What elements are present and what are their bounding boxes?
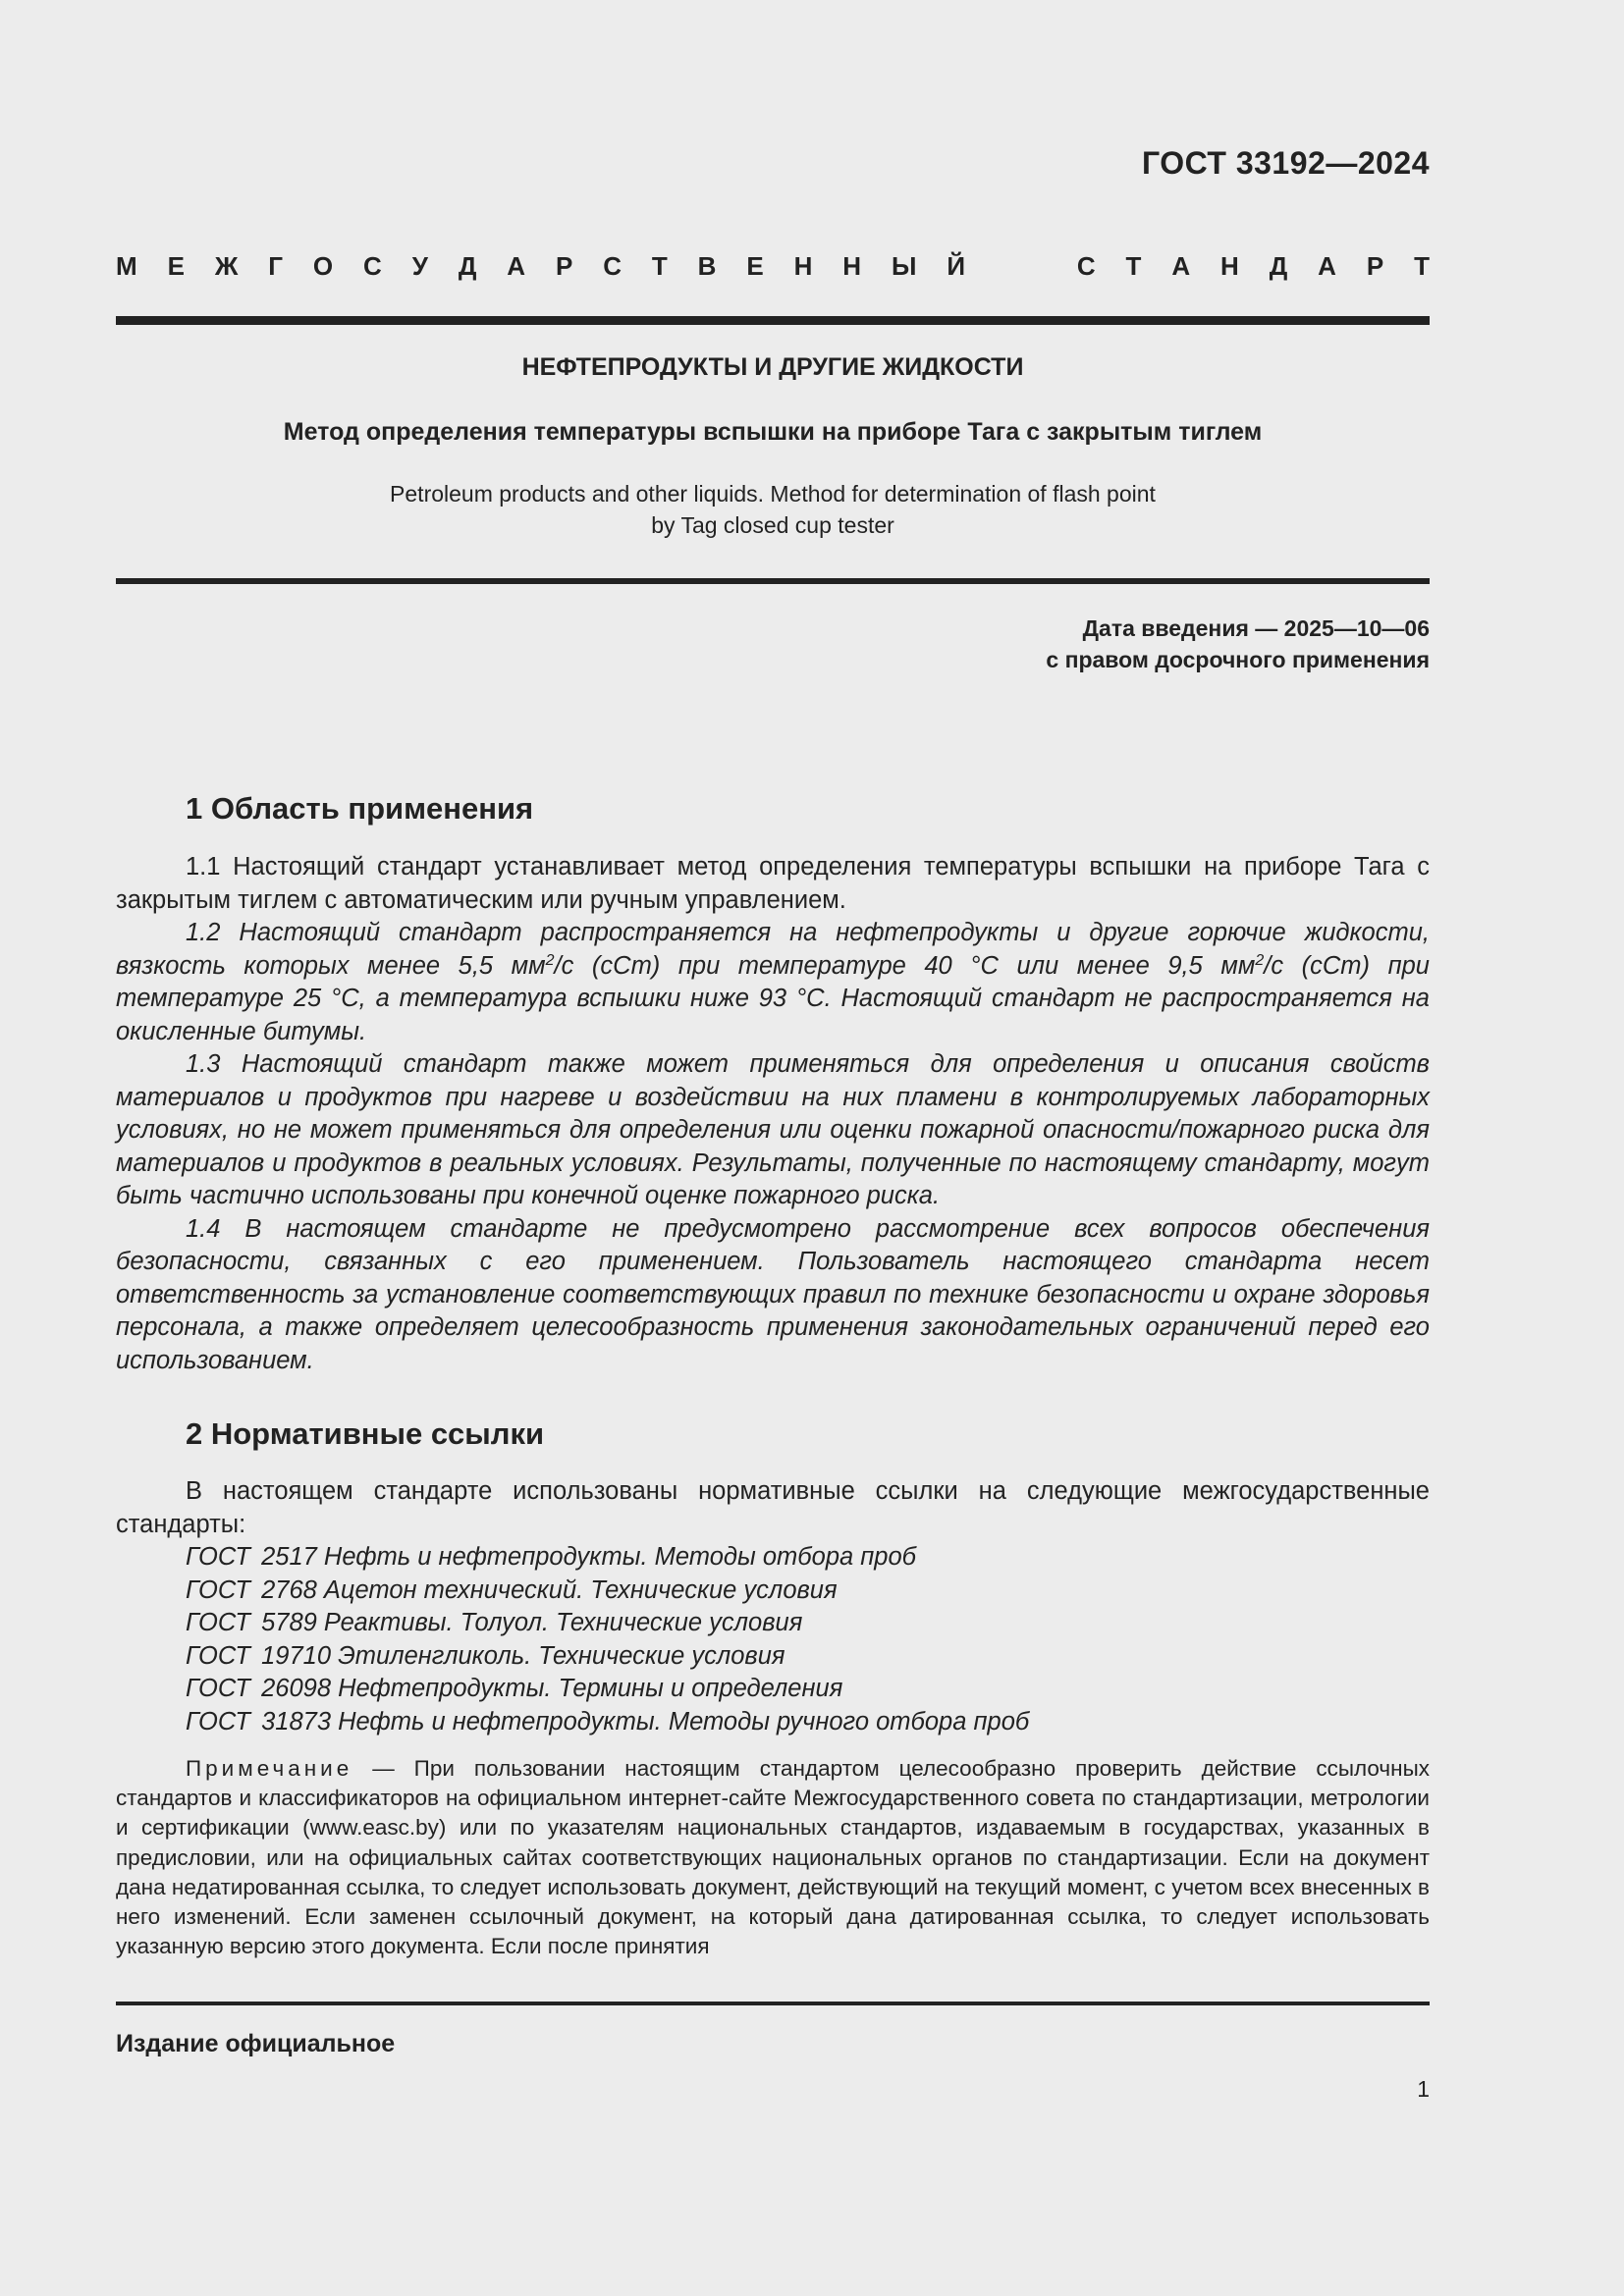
reference-item: ГОСТ 26098 Нефтепродукты. Термины и определения [186,1675,843,1702]
banner-letter: А [507,251,526,281]
section2-heading: 2 Нормативные ссылки [186,1416,545,1451]
note-block [116,1754,1430,1961]
page-number: 1 [1417,2076,1430,2102]
official-edition-label: Издание официальное [116,2030,396,2057]
banner-letter: В [697,251,717,281]
header-rule [116,316,1430,325]
paragraph-1-1: 1.1 Настоящий стандарт устанавливает метод определения температуры вспышки на приборе Тага с закрытым тиглем с автоматическим или ручным управлением. [116,853,1430,914]
banner-letter: С [1076,251,1096,281]
banner-letter: Р [555,251,573,281]
banner-letter: Д [1269,251,1288,281]
title-english-line2: by Tag closed cup tester [651,512,894,538]
introduction-date: Дата введения — 2025—10—06 [1082,615,1430,641]
banner-gap [996,251,1047,282]
banner-letter: У [411,251,428,281]
interstate-standard-banner [116,251,1430,282]
banner-letter: М [116,251,137,281]
paragraph-1-4: 1.4 В настоящем стандарте не предусмотрено рассмотрение всех вопросов обеспечения безопасности, связанных с его применением. Пользователь настоящего стандарта несет ответственность за установление соответствующих правил по технике безопасности и охране здоровья персонала, а также определяет целесообразность применения законодательных ограничений перед его использованием. [116,1214,1430,1374]
banner-letter: Н [793,251,813,281]
section2-intro-text: В настоящем стандарте использованы нормативные ссылки на следующие межгосударственные стандарты: [116,1477,1430,1538]
section1-body [116,851,1430,1377]
banner-letter: Г [268,251,283,281]
banner-letter: Н [842,251,862,281]
title-english-line1: Petroleum products and other liquids. Method for determination of flash point [390,481,1156,507]
note-text: — При пользовании настоящим стандартом целесообразно проверить действие ссылочных стандартов и классификаторов на официальном интернет-сайте Межгосударственного совета по стандартизации, метрологии и сертификации (www.easc.by) или по указателям национальных стандартов, издаваемым в государствах, указанных в предисловии, или на официальных сайтах соответствующих национальных органов по стандартизации. Если на документ дана недатированная ссылка, то следует использовать документ, действующий на текущий момент, с учетом всех внесенных в него изменений. Если заменен ссылочный документ, на который дана датированная ссылка, то следует использовать указанную версию этого документа. Если после принятия [116,1756,1430,1959]
title-sub: Метод определения температуры вспышки на приборе Тага с закрытым тиглем [283,418,1263,446]
footer-rule [116,2002,1430,2005]
gost-code: ГОСТ 33192—2024 [1141,145,1430,181]
banner-letter: Ы [891,251,917,281]
section1-heading: 1 Область применения [186,791,534,826]
early-application: с правом досрочного применения [1046,647,1430,672]
banner-letter: А [1171,251,1191,281]
banner-letter: Т [651,251,668,281]
banner-letter: А [1318,251,1336,281]
references-list [186,1541,1029,1738]
banner-letter: Д [458,251,477,281]
reference-item: ГОСТ 31873 Нефть и нефтепродукты. Методы ручного отбора проб [186,1707,1030,1735]
paragraph-1-2: 1.2 Настоящий стандарт распространяется на нефтепродукты и другие горючие жидкости, вязкость которых менее 5,5 $мм^2/с$ (сСт) при температуре 40 °С или менее 9,5 $мм^2/с$ (сСт) при температуре 25 °С, а температура вспышки ниже 93 °С. Настоящий стандарт не распространяется на окисленные битумы. [116,919,1430,1045]
reference-item: ГОСТ 19710 Этиленгликоль. Технические условия [186,1641,785,1670]
note-label: Примечание [186,1756,353,1781]
banner-letter: С [603,251,622,281]
banner-letter: Н [1220,251,1239,281]
title-main: НЕФТЕПРОДУКТЫ И ДРУГИЕ ЖИДКОСТИ [521,353,1024,381]
section2-intro [116,1475,1430,1541]
title-rule [116,578,1430,584]
banner-letter: С [363,251,382,281]
title-english [116,478,1430,541]
paragraph-1-3: 1.3 Настоящий стандарт также может применяться для определения и описания свойств материалов и продуктов при нагреве и воздействии на них пламени в контролируемых лабораторных условиях, но не может применяться для определения или оценки пожарной опасности/пожарного риска для материалов и продуктов в реальных условиях. Результаты, полученные по настоящему стандарту, могут быть частично использованы при конечной оценке пожарного риска. [116,1050,1430,1209]
banner-letter: Ж [214,251,239,281]
banner-letter: Р [1366,251,1384,281]
date-block [1046,613,1430,675]
banner-letter: Е [746,251,764,281]
reference-item: ГОСТ 5789 Реактивы. Толуол. Технические условия [186,1609,803,1636]
banner-letter: Т [1125,251,1142,281]
banner-letter: О [312,251,334,281]
banner-letter: Е [167,251,185,281]
reference-item: ГОСТ 2517 Нефть и нефтепродукты. Методы отбора проб [186,1543,917,1571]
banner-letter: Й [947,251,966,281]
banner-letter: Т [1414,251,1430,281]
reference-item: ГОСТ 2768 Ацетон технический. Технические условия [186,1575,838,1604]
